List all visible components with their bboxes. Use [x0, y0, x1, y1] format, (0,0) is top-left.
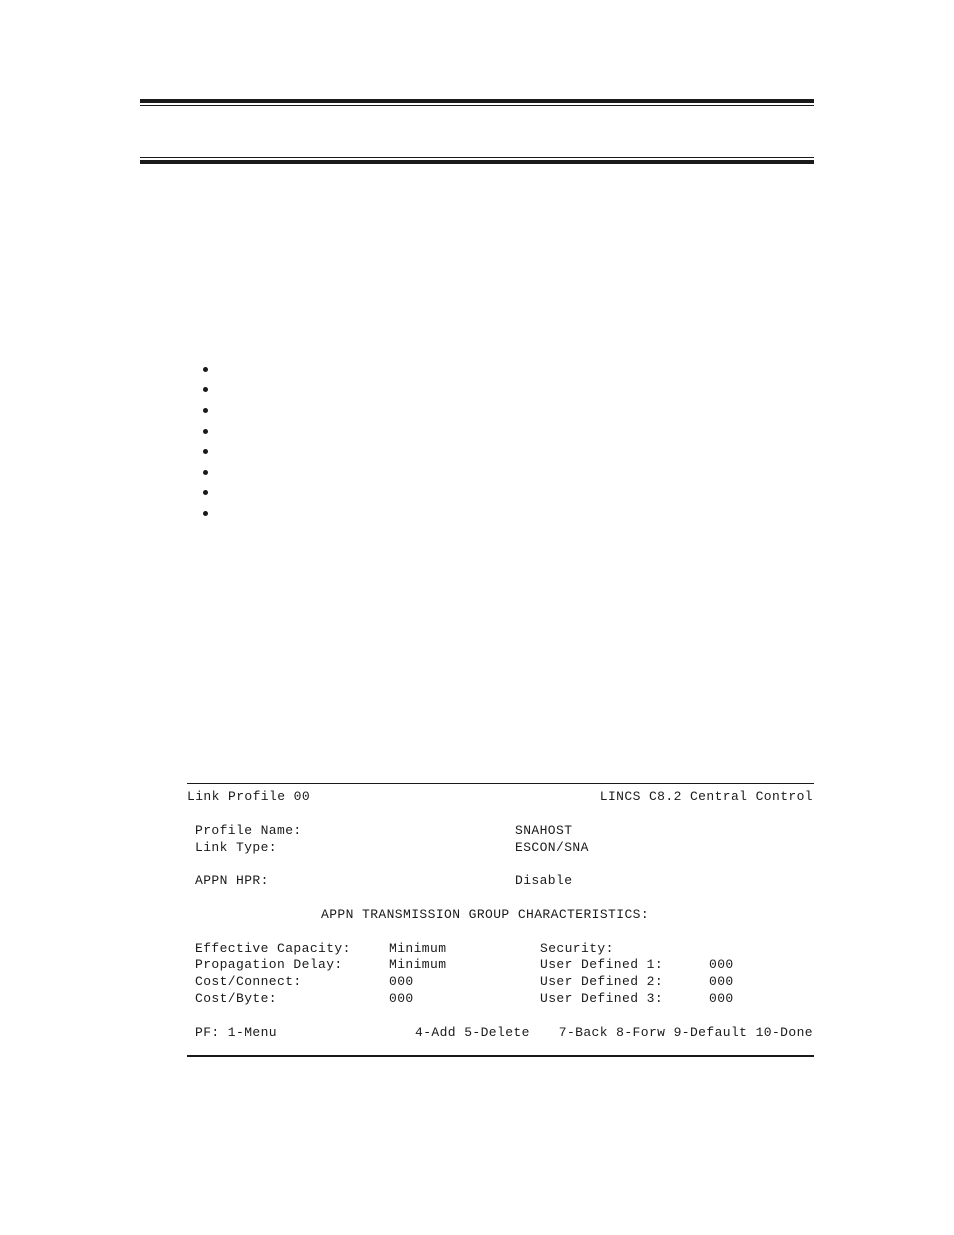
bullet-icon: [203, 408, 208, 413]
rule-thin: [140, 105, 814, 106]
rule-thick: [140, 160, 814, 164]
heading-double-rule: [140, 157, 814, 164]
user-defined-3-value[interactable]: 000: [709, 991, 734, 1006]
bullet-list: [203, 358, 208, 523]
user-defined-3-label: User Defined 3:: [540, 991, 664, 1006]
screen-header-left: Link Profile 00: [187, 789, 311, 804]
link-type-value[interactable]: ESCON/SNA: [515, 840, 589, 855]
cost-byte-label: Cost/Byte:: [195, 991, 278, 1006]
profile-name-label: Profile Name:: [195, 823, 302, 838]
list-item: [203, 461, 208, 482]
list-item: [203, 399, 208, 420]
link-type-label: Link Type:: [195, 840, 278, 855]
pf-navigation-keys[interactable]: 7-Back 8-Forw 9-Default 10-Done: [558, 1025, 813, 1040]
cost-byte-value[interactable]: 000: [389, 991, 414, 1006]
section-title: APPN TRANSMISSION GROUP CHARACTERISTICS:: [321, 907, 650, 922]
screen-header-right: LINCS C8.2 Central Control: [599, 789, 813, 804]
list-item: [203, 502, 208, 523]
bullet-icon: [203, 470, 208, 475]
propagation-delay-label: Propagation Delay:: [195, 957, 343, 972]
cost-connect-label: Cost/Connect:: [195, 974, 302, 989]
top-double-rule: [140, 99, 814, 106]
pf-menu-key[interactable]: PF: 1-Menu: [195, 1025, 278, 1040]
terminal-screen: [187, 783, 814, 1057]
bullet-icon: [203, 490, 208, 495]
list-item: [203, 358, 208, 379]
effective-capacity-label: Effective Capacity:: [195, 941, 351, 956]
list-item: [203, 379, 208, 400]
cost-connect-value[interactable]: 000: [389, 974, 414, 989]
rule-thin: [140, 157, 814, 158]
user-defined-2-value[interactable]: 000: [709, 974, 734, 989]
rule-thick: [140, 99, 814, 103]
user-defined-1-label: User Defined 1:: [540, 957, 664, 972]
list-item: [203, 482, 208, 503]
bullet-icon: [203, 449, 208, 454]
profile-name-value[interactable]: SNAHOST: [515, 823, 573, 838]
security-label: Security:: [540, 941, 614, 956]
list-item: [203, 420, 208, 441]
effective-capacity-value[interactable]: Minimum: [389, 941, 447, 956]
appn-hpr-value[interactable]: Disable: [515, 873, 573, 888]
list-item: [203, 440, 208, 461]
bullet-icon: [203, 511, 208, 516]
bullet-icon: [203, 367, 208, 372]
user-defined-2-label: User Defined 2:: [540, 974, 664, 989]
appn-hpr-label: APPN HPR:: [195, 873, 269, 888]
propagation-delay-value[interactable]: Minimum: [389, 957, 447, 972]
pf-add-delete-keys[interactable]: 4-Add 5-Delete: [415, 1025, 530, 1040]
bullet-icon: [203, 387, 208, 392]
bullet-icon: [203, 429, 208, 434]
user-defined-1-value[interactable]: 000: [709, 957, 734, 972]
